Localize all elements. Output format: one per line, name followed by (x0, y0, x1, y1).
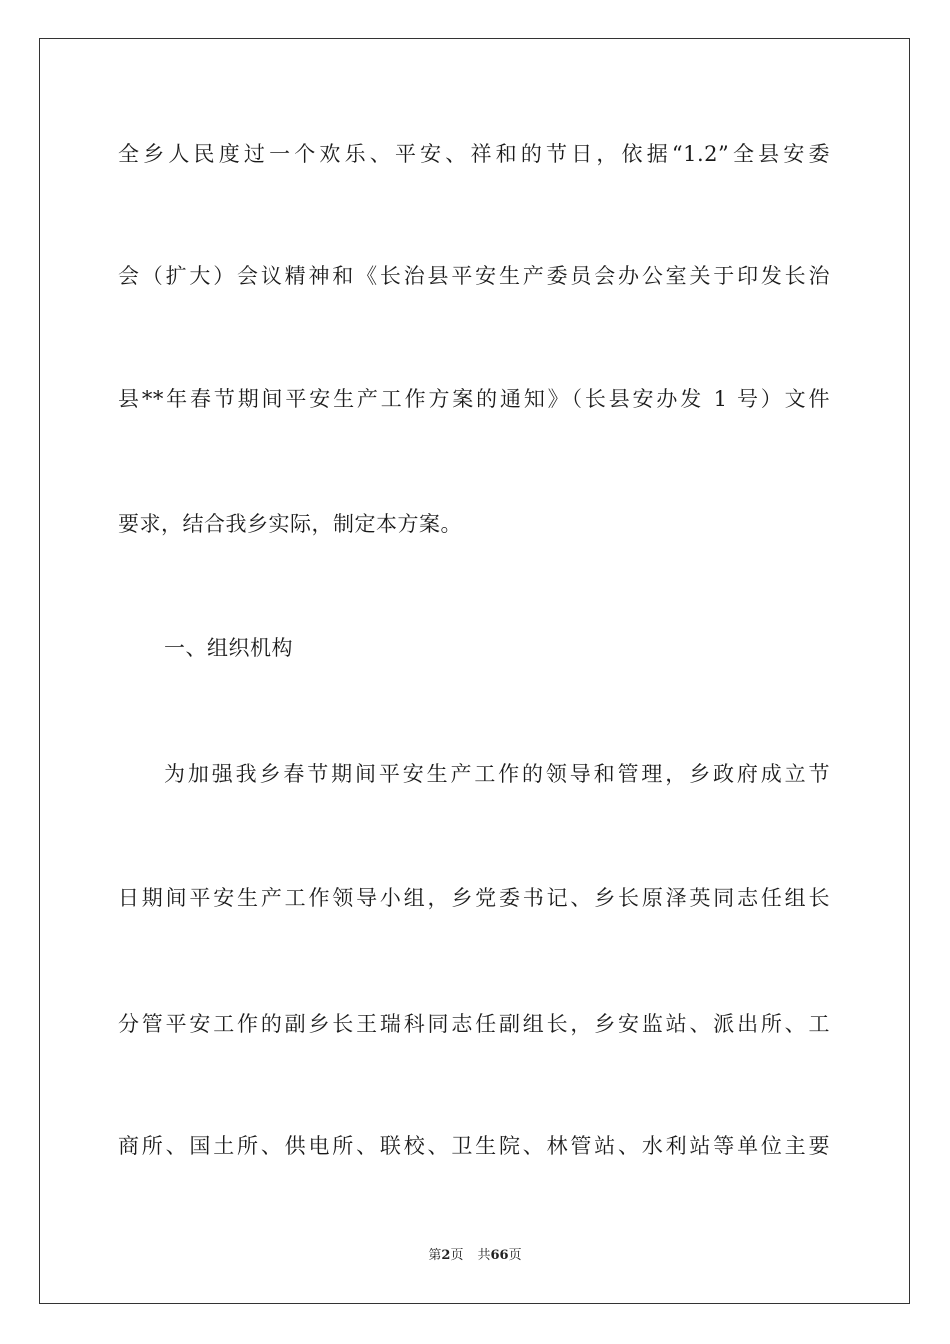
body-text-line: 分管平安工作的副乡长王瑞科同志任副组长，乡安监站、派出所、工 (118, 1012, 830, 1036)
footer-total-number: 66 (490, 1248, 509, 1263)
page-footer (0, 1248, 950, 1264)
footer-total-suffix: 页 (508, 1248, 522, 1263)
page-border (39, 38, 910, 1304)
body-text-line: 县**年春节期间平安生产工作方案的通知》（长县安办发 1 号）文件 (118, 387, 830, 411)
body-text-line: 会（扩大）会议精神和《长治县平安生产委员会办公室关于印发长治 (118, 264, 830, 288)
body-text-line: 要求，结合我乡实际，制定本方案。 (118, 512, 462, 536)
footer-page-suffix: 页 (450, 1248, 464, 1263)
body-text-line: 全乡人民度过一个欢乐、平安、祥和的节日，依据“1.2”全县安委 (118, 142, 830, 166)
footer-page-number: 2 (441, 1248, 451, 1263)
body-text-line: 为加强我乡春节期间平安生产工作的领导和管理，乡政府成立节 (164, 762, 830, 786)
footer-total-prefix: 共 (477, 1248, 491, 1263)
body-text-line: 商所、国土所、供电所、联校、卫生院、林管站、水利站等单位主要 (118, 1134, 830, 1158)
section-heading: 一、组织机构 (164, 636, 293, 660)
body-text-line: 日期间平安生产工作领导小组，乡党委书记、乡长原泽英同志任组长 (118, 886, 830, 910)
footer-page-prefix: 第 (428, 1248, 442, 1263)
